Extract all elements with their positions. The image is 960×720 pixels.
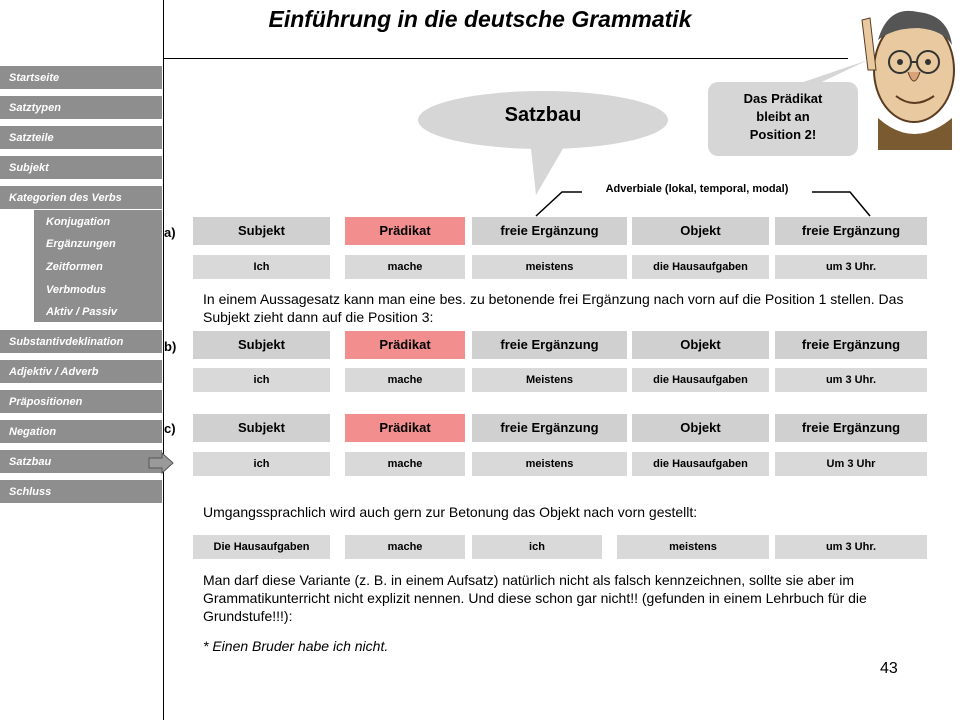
value-cell: meistens	[617, 535, 769, 559]
page-title: Einführung in die deutsche Grammatik	[268, 6, 692, 32]
callout-line: Das Prädikat	[743, 91, 823, 106]
value-cell: Um 3 Uhr	[775, 452, 927, 476]
nav-item-adjektiv-adverb[interactable]: Adjektiv / Adverb	[0, 360, 162, 384]
paragraph-2: Umgangssprachlich wird auch gern zur Betonung das Objekt nach vorn gestellt:	[203, 504, 698, 520]
value-cell: mache	[345, 255, 465, 279]
row-label-a: a)	[164, 225, 176, 240]
value-cell: Meistens	[472, 368, 627, 392]
nav-subitem-verbmodus[interactable]: Verbmodus	[46, 284, 107, 296]
header-praedikat: Prädikat	[345, 414, 465, 442]
nav-item-negation[interactable]: Negation	[0, 420, 162, 444]
value-cell: die Hausaufgaben	[632, 452, 769, 476]
header-objekt: Objekt	[632, 217, 769, 245]
header-freie-ergaenzung: freie Ergänzung	[472, 331, 627, 359]
value-cell: die Hausaufgaben	[632, 255, 769, 279]
header-freie-ergaenzung: freie Ergänzung	[472, 414, 627, 442]
value-cell: Ich	[193, 255, 330, 279]
value-cell: die Hausaufgaben	[632, 368, 769, 392]
nav-item-startseite[interactable]: Startseite	[0, 66, 162, 90]
header-subjekt: Subjekt	[193, 331, 330, 359]
value-cell: meistens	[472, 255, 627, 279]
value-cell: ich	[472, 535, 602, 559]
nav-item-subjekt[interactable]: Subjekt	[0, 156, 162, 180]
example-sentence: * Einen Bruder habe ich nicht.	[203, 638, 389, 654]
value-cell: ich	[193, 368, 330, 392]
value-cell: mache	[345, 368, 465, 392]
header-freie-ergaenzung: freie Ergänzung	[775, 331, 927, 359]
value-cell: um 3 Uhr.	[775, 368, 927, 392]
header-objekt: Objekt	[632, 331, 769, 359]
predicate-callout-text	[708, 90, 858, 144]
value-cell: mache	[345, 452, 465, 476]
header-subjekt: Subjekt	[193, 414, 330, 442]
header-praedikat: Prädikat	[345, 217, 465, 245]
nav-item-praepositionen[interactable]: Präpositionen	[0, 390, 162, 414]
header-divider	[163, 58, 960, 59]
nav-item-satzbau[interactable]: Satzbau	[0, 450, 162, 474]
value-cell: um 3 Uhr.	[775, 535, 927, 559]
row-label-b: b)	[164, 339, 177, 354]
current-page-arrow-icon	[148, 452, 174, 474]
nav-subitem-konjugation[interactable]: Konjugation	[46, 216, 111, 228]
paragraph-1: In einem Aussagesatz kann man eine bes. zu betonende frei Ergänzung nach vorn auf die Position 1 stellen. Das Subjekt zieht dann auf die Position 3:	[203, 291, 904, 325]
nav-subitem-ergaenzungen[interactable]: Ergänzungen	[46, 238, 116, 250]
nav-item-kategorien-des-verbs[interactable]: Kategorien des Verbs	[0, 186, 162, 210]
value-cell: ich	[193, 452, 330, 476]
callout-line: bleibt an	[756, 109, 810, 124]
header-subjekt: Subjekt	[193, 217, 330, 245]
nav-subitem-aktiv-passiv[interactable]: Aktiv / Passiv	[46, 306, 117, 318]
header-freie-ergaenzung: freie Ergänzung	[472, 217, 627, 245]
value-cell: Die Hausaufgaben	[193, 535, 330, 559]
paragraph-3: Man darf diese Variante (z. B. in einem Aufsatz) natürlich nicht als falsch kennzeichnen, sollte sie aber im Grammatikunterricht nicht explizit nennen. Und diese schon gar nicht!! (gefunden in einem Lehrbuch für die Grundstufe!!!):	[203, 572, 867, 624]
nav-subitem-zeitformen[interactable]: Zeitformen	[46, 261, 103, 273]
sidebar-divider	[163, 0, 164, 720]
page-number: 43	[880, 660, 898, 677]
header-objekt: Objekt	[632, 414, 769, 442]
row-label-c: c)	[164, 421, 176, 436]
value-cell: mache	[345, 535, 465, 559]
nav-item-satztypen[interactable]: Satztypen	[0, 96, 162, 120]
callout-line: Position 2!	[749, 127, 817, 142]
header-freie-ergaenzung: freie Ergänzung	[775, 217, 927, 245]
nav-item-satzteile[interactable]: Satzteile	[0, 126, 162, 150]
adverbiale-label: Adverbiale (lokal, temporal, modal)	[582, 183, 812, 195]
header-praedikat: Prädikat	[345, 331, 465, 359]
nav-item-schluss[interactable]: Schluss	[0, 480, 162, 504]
header-freie-ergaenzung: freie Ergänzung	[775, 414, 927, 442]
satzbau-bubble-text: Satzbau	[504, 104, 582, 126]
value-cell: um 3 Uhr.	[775, 255, 927, 279]
value-cell: meistens	[472, 452, 627, 476]
nav-item-substantivdeklination[interactable]: Substantivdeklination	[0, 330, 162, 354]
